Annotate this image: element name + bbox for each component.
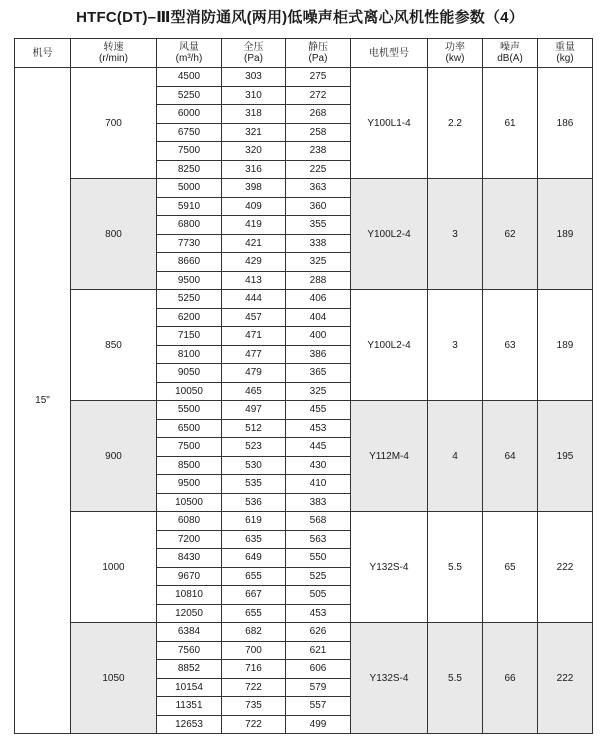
motor-cell: Y132S-4 (351, 623, 428, 734)
airflow-cell: 7500 (157, 438, 222, 457)
airflow-cell: 6750 (157, 123, 222, 142)
power-cell: 3 (428, 290, 483, 401)
noise-cell: 66 (483, 623, 538, 734)
static-pressure-cell: 360 (286, 197, 351, 216)
table-body (15, 68, 593, 734)
motor-cell: Y100L1-4 (351, 68, 428, 179)
header-static-pressure: 静压 (Pa) (286, 39, 351, 68)
static-pressure-cell: 550 (286, 549, 351, 568)
airflow-cell: 4500 (157, 68, 222, 87)
airflow-cell: 8100 (157, 345, 222, 364)
performance-table (14, 38, 593, 734)
total-pressure-cell: 321 (222, 123, 286, 142)
total-pressure-cell: 310 (222, 86, 286, 105)
airflow-cell: 5500 (157, 401, 222, 420)
total-pressure-cell: 655 (222, 567, 286, 586)
speed-cell: 850 (71, 290, 157, 401)
total-pressure-cell: 457 (222, 308, 286, 327)
airflow-cell: 8660 (157, 253, 222, 272)
static-pressure-cell: 258 (286, 123, 351, 142)
static-pressure-cell: 621 (286, 641, 351, 660)
static-pressure-cell: 410 (286, 475, 351, 494)
total-pressure-cell: 471 (222, 327, 286, 346)
weight-cell: 222 (538, 623, 593, 734)
motor-cell: Y132S-4 (351, 512, 428, 623)
static-pressure-cell: 557 (286, 697, 351, 716)
total-pressure-cell: 649 (222, 549, 286, 568)
total-pressure-cell: 479 (222, 364, 286, 383)
total-pressure-cell: 682 (222, 623, 286, 642)
airflow-cell: 9050 (157, 364, 222, 383)
noise-cell: 63 (483, 290, 538, 401)
static-pressure-cell: 404 (286, 308, 351, 327)
static-pressure-cell: 606 (286, 660, 351, 679)
airflow-cell: 5000 (157, 179, 222, 198)
weight-cell: 195 (538, 401, 593, 512)
airflow-cell: 6384 (157, 623, 222, 642)
airflow-cell: 9670 (157, 567, 222, 586)
total-pressure-cell: 635 (222, 530, 286, 549)
airflow-cell: 5910 (157, 197, 222, 216)
total-pressure-cell: 421 (222, 234, 286, 253)
speed-cell: 800 (71, 179, 157, 290)
airflow-cell: 10154 (157, 678, 222, 697)
table-row (15, 401, 593, 420)
total-pressure-cell: 722 (222, 715, 286, 734)
header-total-pressure: 全压 (Pa) (222, 39, 286, 68)
static-pressure-cell: 325 (286, 253, 351, 272)
speed-cell: 900 (71, 401, 157, 512)
total-pressure-cell: 523 (222, 438, 286, 457)
total-pressure-cell: 722 (222, 678, 286, 697)
header-row (15, 39, 593, 68)
total-pressure-cell: 497 (222, 401, 286, 420)
weight-cell: 189 (538, 179, 593, 290)
total-pressure-cell: 536 (222, 493, 286, 512)
airflow-cell: 8852 (157, 660, 222, 679)
airflow-cell: 6080 (157, 512, 222, 531)
airflow-cell: 7730 (157, 234, 222, 253)
total-pressure-cell: 535 (222, 475, 286, 494)
airflow-cell: 12653 (157, 715, 222, 734)
weight-cell: 186 (538, 68, 593, 179)
airflow-cell: 9500 (157, 271, 222, 290)
power-cell: 3 (428, 179, 483, 290)
static-pressure-cell: 355 (286, 216, 351, 235)
static-pressure-cell: 225 (286, 160, 351, 179)
total-pressure-cell: 667 (222, 586, 286, 605)
noise-cell: 61 (483, 68, 538, 179)
header-motor: 电机型号 (351, 39, 428, 68)
airflow-cell: 7500 (157, 142, 222, 161)
table-row (15, 512, 593, 531)
static-pressure-cell: 406 (286, 290, 351, 309)
airflow-cell: 10500 (157, 493, 222, 512)
speed-cell: 1000 (71, 512, 157, 623)
header-speed: 转速 (r/min) (71, 39, 157, 68)
static-pressure-cell: 499 (286, 715, 351, 734)
noise-cell: 62 (483, 179, 538, 290)
header-power: 功率 (kw) (428, 39, 483, 68)
page-title: HTFC(DT)–Ⅲ型消防通风(两用)低噪声柜式离心风机性能参数（4） (76, 9, 524, 26)
static-pressure-cell: 238 (286, 142, 351, 161)
weight-cell: 189 (538, 290, 593, 401)
speed-cell: 700 (71, 68, 157, 179)
airflow-cell: 7200 (157, 530, 222, 549)
static-pressure-cell: 386 (286, 345, 351, 364)
header-noise: 噪声 dB(A) (483, 39, 538, 68)
airflow-cell: 8430 (157, 549, 222, 568)
static-pressure-cell: 365 (286, 364, 351, 383)
power-cell: 4 (428, 401, 483, 512)
airflow-cell: 12050 (157, 604, 222, 623)
total-pressure-cell: 320 (222, 142, 286, 161)
total-pressure-cell: 316 (222, 160, 286, 179)
total-pressure-cell: 512 (222, 419, 286, 438)
airflow-cell: 7150 (157, 327, 222, 346)
airflow-cell: 6200 (157, 308, 222, 327)
airflow-cell: 8500 (157, 456, 222, 475)
static-pressure-cell: 430 (286, 456, 351, 475)
static-pressure-cell: 400 (286, 327, 351, 346)
airflow-cell: 6000 (157, 105, 222, 124)
total-pressure-cell: 444 (222, 290, 286, 309)
power-cell: 2.2 (428, 68, 483, 179)
motor-cell: Y100L2-4 (351, 290, 428, 401)
power-cell: 5.5 (428, 623, 483, 734)
noise-cell: 65 (483, 512, 538, 623)
weight-cell: 222 (538, 512, 593, 623)
total-pressure-cell: 530 (222, 456, 286, 475)
total-pressure-cell: 700 (222, 641, 286, 660)
table-row (15, 290, 593, 309)
total-pressure-cell: 465 (222, 382, 286, 401)
static-pressure-cell: 453 (286, 419, 351, 438)
machine-number-cell: 15" (15, 68, 71, 734)
power-cell: 5.5 (428, 512, 483, 623)
airflow-cell: 10810 (157, 586, 222, 605)
total-pressure-cell: 413 (222, 271, 286, 290)
total-pressure-cell: 303 (222, 68, 286, 87)
header-weight: 重量 (kg) (538, 39, 593, 68)
total-pressure-cell: 619 (222, 512, 286, 531)
table-row (15, 68, 593, 87)
airflow-cell: 11351 (157, 697, 222, 716)
static-pressure-cell: 363 (286, 179, 351, 198)
static-pressure-cell: 445 (286, 438, 351, 457)
airflow-cell: 6800 (157, 216, 222, 235)
static-pressure-cell: 383 (286, 493, 351, 512)
static-pressure-cell: 272 (286, 86, 351, 105)
airflow-cell: 9500 (157, 475, 222, 494)
static-pressure-cell: 453 (286, 604, 351, 623)
static-pressure-cell: 455 (286, 401, 351, 420)
static-pressure-cell: 268 (286, 105, 351, 124)
speed-cell: 1050 (71, 623, 157, 734)
airflow-cell: 10050 (157, 382, 222, 401)
noise-cell: 64 (483, 401, 538, 512)
static-pressure-cell: 275 (286, 68, 351, 87)
total-pressure-cell: 429 (222, 253, 286, 272)
static-pressure-cell: 525 (286, 567, 351, 586)
static-pressure-cell: 325 (286, 382, 351, 401)
motor-cell: Y112M-4 (351, 401, 428, 512)
table-row (15, 179, 593, 198)
static-pressure-cell: 563 (286, 530, 351, 549)
total-pressure-cell: 477 (222, 345, 286, 364)
total-pressure-cell: 318 (222, 105, 286, 124)
total-pressure-cell: 735 (222, 697, 286, 716)
motor-cell: Y100L2-4 (351, 179, 428, 290)
total-pressure-cell: 398 (222, 179, 286, 198)
static-pressure-cell: 626 (286, 623, 351, 642)
airflow-cell: 6500 (157, 419, 222, 438)
total-pressure-cell: 655 (222, 604, 286, 623)
static-pressure-cell: 579 (286, 678, 351, 697)
table-row (15, 623, 593, 642)
airflow-cell: 5250 (157, 86, 222, 105)
total-pressure-cell: 409 (222, 197, 286, 216)
airflow-cell: 7560 (157, 641, 222, 660)
static-pressure-cell: 338 (286, 234, 351, 253)
static-pressure-cell: 505 (286, 586, 351, 605)
airflow-cell: 8250 (157, 160, 222, 179)
static-pressure-cell: 568 (286, 512, 351, 531)
total-pressure-cell: 419 (222, 216, 286, 235)
total-pressure-cell: 716 (222, 660, 286, 679)
static-pressure-cell: 288 (286, 271, 351, 290)
header-airflow: 风量 (m³/h) (157, 39, 222, 68)
header-model: 机号 (15, 39, 71, 68)
airflow-cell: 5250 (157, 290, 222, 309)
